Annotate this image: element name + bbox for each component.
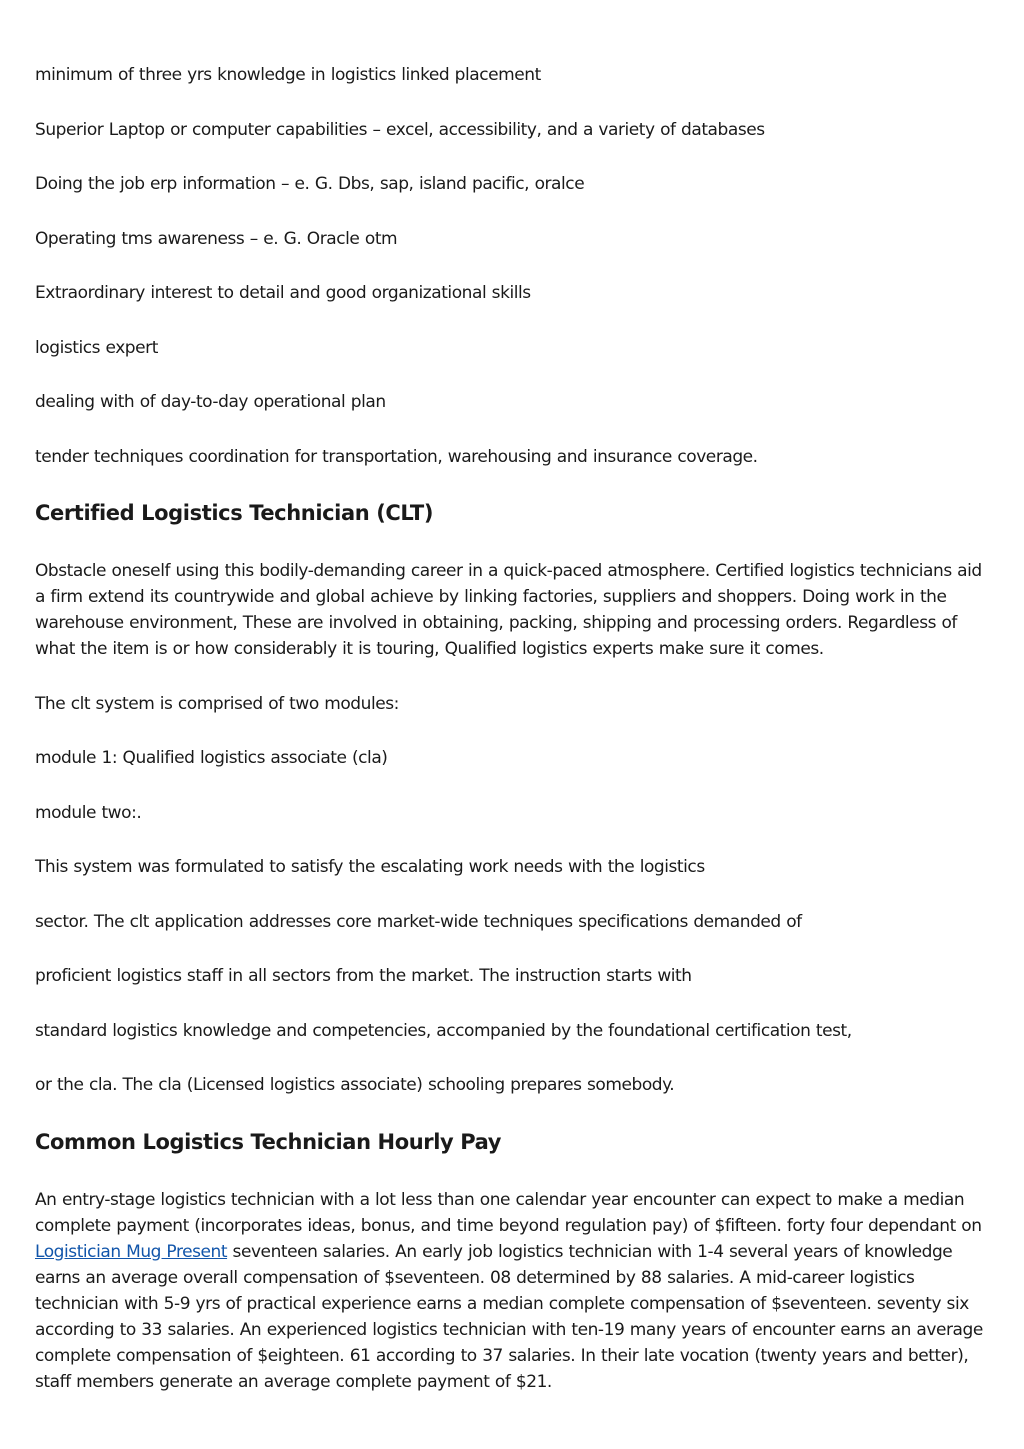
logistician-mug-link[interactable]: Logistician Mug Present [35,1241,228,1262]
requirement-line: logistics expert [35,337,158,358]
section-heading-clt: Certified Logistics Technician (CLT) [35,501,434,525]
requirement-line: Operating tms awareness – e. G. Oracle otm [35,228,398,249]
clt-line: The clt system is comprised of two modules: [35,693,399,714]
requirement-line: Extraordinary interest to detail and good organizational skills [35,283,531,303]
clt-line: or the cla. The cla (Licensed logistics associate) schooling prepares somebody. [35,1075,675,1095]
clt-line: module 1: Qualified logistics associate (cla) [35,748,388,768]
section-heading-pay: Common Logistics Technician Hourly Pay [35,1129,502,1154]
clt-line: module two:. [35,802,142,823]
clt-intro-paragraph: Obstacle oneself using this bodily-demanding career in a quick-paced atmosphere. Certified logistics technicians aid a firm extend its countrywide and global achieve by linking factories, suppliers and shoppers. Doing work in the warehouse environment, These are involved in obtaining, packing, shipping and processing orders. Regardless of what the item is or how considerably it is touring, Qualified logistics experts make sure it comes. [35,561,982,659]
clt-line: standard logistics knowledge and competencies, accompanied by the foundational certification test, [35,1020,852,1041]
pay-paragraph [35,1187,995,1395]
requirement-line: Doing the job erp information – e. G. Dbs, sap, island pacific, oralce [35,174,585,194]
requirement-line: Superior Laptop or computer capabilities – excel, accessibility, and a variety of databases [35,119,765,140]
pay-text-after-link: seventeen salaries. An early job logistics technician with 1-4 several years of knowledge earns an average overall compensation of $seventeen. 08 determined by 88 salaries. A mid-career logistics technician with 5-9 yrs of practical experience earns a median complete compensation of $seventeen. seventy six according to 33 salaries. An experienced logistics technician with ten-19 many years of encounter earns an average complete compensation of $eighteen. 61 according to 37 salaries. In their late vocation (twenty years and better), staff members generate an average complete payment of $21. [35,1241,983,1392]
clt-line: sector. The clt application addresses core market-wide techniques specifications demanded of [35,911,802,932]
document-page [35,62,995,1423]
clt-line: proficient logistics staff in all sectors from the market. The instruction starts with [35,966,692,986]
requirement-line: dealing with of day-to-day operational plan [35,392,386,412]
clt-line: This system was formulated to satisfy the escalating work needs with the logistics [35,857,705,877]
pay-text-before-link: An entry-stage logistics technician with a lot less than one calendar year encounter can expect to make a median complete payment (incorporates ideas, bonus, and time beyond regulation pay) of $fifteen. forty four dependant on [35,1189,982,1236]
requirement-line: minimum of three yrs knowledge in logistics linked placement [35,65,541,85]
requirement-line: tender techniques coordination for transportation, warehousing and insurance coverage. [35,446,758,467]
